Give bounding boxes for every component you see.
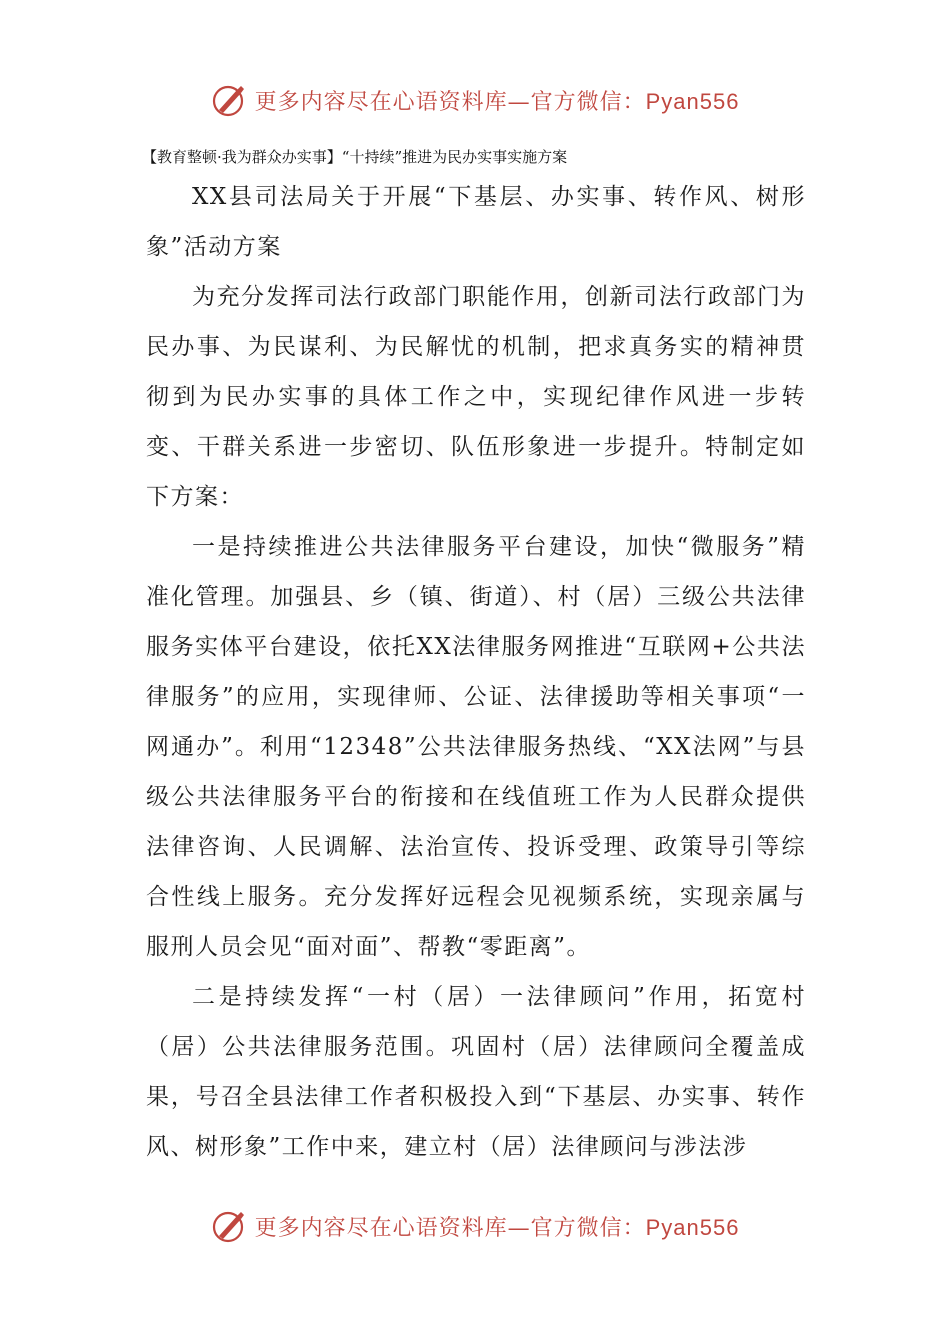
paragraph: 一是持续推进公共法律服务平台建设，加快“微服务”精准化管理。加强县、乡（镇、街道）、村（居）三级公共法律服务实体平台建设，依托XX法律服务网推进“互联网+公共法律服务”的应用，实现律师、公证、法律援助等相关事项“一网通办”。利用“12348”公共法律服务热线、“XX法网”与县级公共法律服务平台的衔接和在线值班工作为人民群众提供法律咨询、人民调解、法治宣传、投诉受理、政策导引等综合性线上服务。充分发挥好远程会见视频系统，实现亲属与服刑人员会见“面对面”、帮教“零距离”。	[146, 534, 806, 960]
document-body	[146, 172, 806, 1172]
document-header: 【教育整顿·我为群众办实事】“十持续”推进为民办实事实施方案	[142, 148, 568, 166]
bottom-banner	[0, 1208, 950, 1244]
paragraph: 二是持续发挥“一村（居）一法律顾问”作用，拓宽村（居）公共法律服务范围。巩固村（居）法律顾问全覆盖成果，号召全县法律工作者积极投入到“下基层、办实事、转作风、树形象”工作中来，建立村（居）法律顾问与涉法涉	[146, 984, 806, 1160]
banner-wechat: Pyan556	[645, 1214, 740, 1240]
document-title: XX县司法局关于开展“下基层、办实事、转作风、树形象”活动方案	[146, 184, 806, 260]
banner-text: 更多内容尽在心语资料库—官方微信：Pyan556	[254, 1214, 740, 1241]
banner-text: 更多内容尽在心语资料库—官方微信：Pyan556	[254, 88, 740, 115]
banner-wechat: Pyan556	[645, 88, 740, 114]
paragraph: 为充分发挥司法行政部门职能作用，创新司法行政部门为民办事、为民谋利、为民解忧的机制，把求真务实的精神贯彻到为民办实事的具体工作之中，实现纪律作风进一步转变、干群关系进一步密切、队伍形象进一步提升。特制定如下方案：	[146, 284, 806, 510]
pen-logo-icon	[211, 82, 247, 118]
top-banner	[0, 82, 950, 118]
pen-logo-icon	[211, 1208, 247, 1244]
